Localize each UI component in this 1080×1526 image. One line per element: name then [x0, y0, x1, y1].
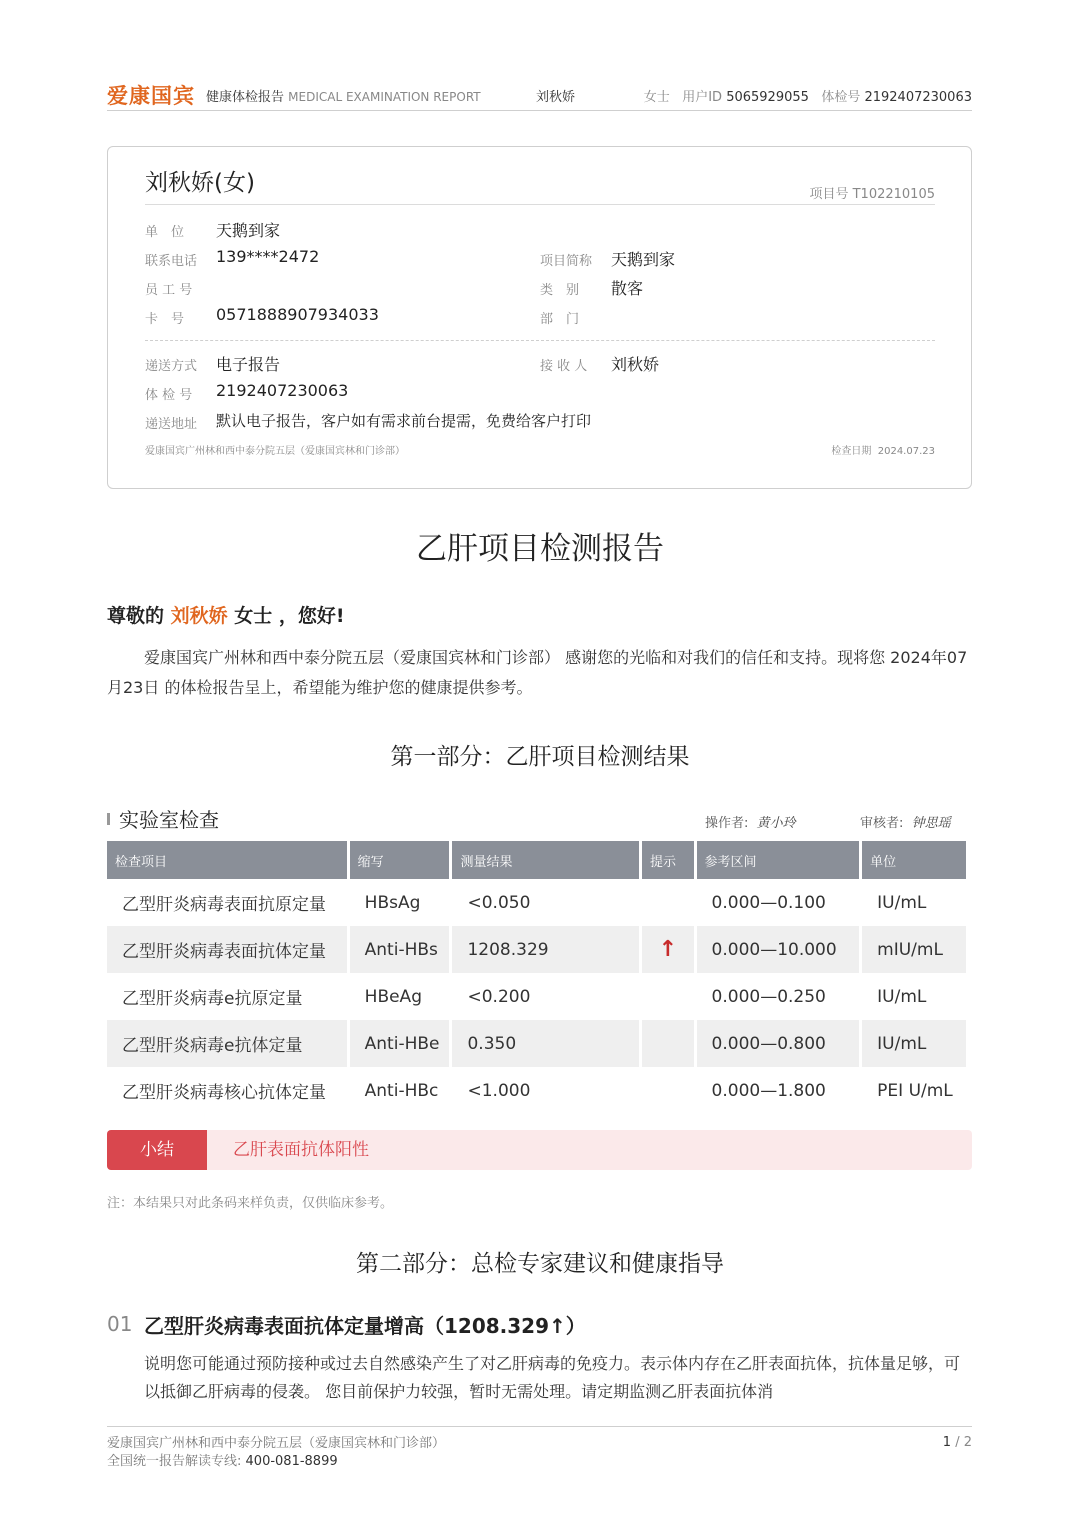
cell-result: <0.200 — [467, 986, 531, 1007]
phone-value: 139****2472 — [216, 247, 320, 266]
reviewer-signature: 钟思瑶 — [911, 816, 951, 831]
address-value: 默认电子报告，客户如有需求前台提需，免费给客户打印 — [216, 412, 592, 430]
header-gender: 女士 — [643, 90, 670, 105]
card-dashed-divider — [145, 340, 935, 341]
advice-number: 01 — [107, 1312, 133, 1336]
operator-label: 操作者: — [705, 816, 749, 831]
footer-divider — [107, 1426, 972, 1427]
card-divider — [145, 204, 935, 205]
report-title-en: MEDICAL EXAMINATION REPORT — [288, 90, 481, 104]
lab-title: 实验室检查 — [119, 808, 219, 832]
address-label: 递送地址 — [145, 417, 198, 432]
greeting — [107, 601, 345, 628]
table-row — [107, 926, 966, 973]
cell-abbr: Anti-HBc — [364, 1080, 439, 1101]
cell-abbr: Anti-HBs — [350, 926, 450, 973]
section2-title: 第二部分：总检专家建议和健康指导 — [356, 1251, 724, 1277]
section1-title: 第一部分：乙肝项目检测结果 — [390, 744, 690, 770]
cell-unit: PEI U/mL — [877, 1080, 953, 1101]
table-row — [107, 879, 966, 926]
date-label: 检查日期 — [831, 446, 872, 457]
card-no-value: 0571888907934033 — [216, 305, 379, 324]
card-no-label: 卡 号 — [145, 312, 185, 327]
col-item: 检查项目 — [107, 841, 347, 879]
patient-name-title: 刘秋娇(女) — [145, 170, 255, 196]
unit-value: 天鹅到家 — [216, 221, 281, 240]
cell-tip — [642, 879, 694, 926]
cell-item: 乙型肝炎病毒e抗体定量 — [107, 1020, 347, 1067]
exam-no-label: 体检号 — [821, 90, 861, 105]
table-header-row — [107, 841, 966, 879]
project-name-label: 项目简称 — [540, 254, 593, 269]
col-tip: 提示 — [642, 841, 694, 879]
employee-label: 员 工 号 — [145, 283, 193, 298]
cell-range: 0.000—0.100 — [711, 892, 826, 913]
cell-unit: mIU/mL — [862, 926, 966, 973]
cell-result: <1.000 — [467, 1080, 531, 1101]
lab-section-heading — [107, 804, 219, 833]
category-value: 散客 — [611, 279, 644, 298]
cell-tip — [642, 1020, 694, 1067]
card-clinic: 爱康国宾广州林和西中泰分院五层（爱康国宾林和门诊部） — [145, 446, 405, 457]
user-id-label: 用户ID — [682, 90, 723, 105]
advice-title: 乙型肝炎病毒表面抗体定量增高（1208.329↑） — [144, 1314, 586, 1338]
summary-label: 小结 — [107, 1130, 207, 1170]
col-unit: 单位 — [862, 841, 966, 879]
intro-paragraph: 爱康国宾广州林和西中泰分院五层（爱康国宾林和门诊部） 感谢您的光临和对我们的信任和支持。现将您 2024年07月23日 的体检报告呈上，希望能为维护您的健康提供参考。 — [107, 648, 968, 697]
report-title-cn: 健康体检报告 — [206, 90, 285, 105]
greeting-name: 刘秋娇 — [170, 605, 228, 627]
greeting-prefix: 尊敬的 — [107, 605, 171, 627]
brand-logo: 爱康国宾 — [107, 84, 195, 108]
cell-unit: IU/mL — [862, 1020, 966, 1067]
footer-hotline — [107, 1450, 338, 1469]
table-row — [107, 1020, 966, 1067]
cell-tip — [642, 1067, 694, 1114]
cell-result: 1208.329 — [452, 926, 639, 973]
cell-result: 0.350 — [452, 1020, 639, 1067]
cell-result: <0.050 — [467, 892, 531, 913]
cell-range: 0.000—0.250 — [711, 986, 826, 1007]
cell-abbr: Anti-HBe — [350, 1020, 450, 1067]
project-number: 项目号 T102210105 — [809, 187, 935, 202]
dept-label: 部 门 — [540, 312, 580, 327]
footer-clinic: 爱康国宾广州林和西中泰分院五层（爱康国宾林和门诊部） — [107, 1436, 446, 1451]
page-current: 1 — [942, 1435, 952, 1450]
header-meta — [644, 86, 972, 105]
report-title — [206, 86, 481, 105]
project-name-value: 天鹅到家 — [611, 250, 676, 269]
cell-unit: IU/mL — [877, 986, 927, 1007]
exam-label: 体 检 号 — [145, 388, 193, 403]
advice-text: 说明您可能通过预防接种或过去自然感染产生了对乙肝病毒的免疫力。表示体内存在乙肝表面抗体，抗体量足够，可以抵御乙肝病毒的侵袭。 您目前保护力较强，暂时无需处理。请定期监测乙肝表面抗体消 — [144, 1354, 961, 1401]
page-indicator: 1 / 2 — [942, 1435, 972, 1450]
date-value: 2024.07.23 — [877, 446, 935, 457]
delivery-value: 电子报告 — [216, 355, 281, 374]
operator-signature: 黄小玲 — [756, 816, 796, 831]
receiver-label: 接 收 人 — [540, 359, 588, 374]
greeting-suffix: 女士 ，您好! — [227, 605, 345, 627]
cell-range: 0.000—1.800 — [711, 1080, 826, 1101]
unit-label: 单 位 — [145, 225, 185, 240]
operator — [705, 812, 796, 831]
header-patient-name: 刘秋娇 — [536, 90, 576, 105]
summary-text: 乙肝表面抗体阳性 — [233, 1140, 369, 1160]
cell-range: 0.000—0.800 — [697, 1020, 860, 1067]
reviewer — [860, 812, 951, 831]
user-id-value: 5065929055 — [726, 90, 809, 105]
cell-abbr: HBsAg — [364, 892, 421, 913]
cell-item: 乙型肝炎病毒表面抗原定量 — [122, 895, 326, 915]
hotline-number: 400-081-8899 — [245, 1454, 338, 1469]
page-total: 2 — [963, 1435, 972, 1450]
arrow-up-icon: ↑ — [642, 926, 694, 973]
reviewer-label: 审核者: — [860, 816, 904, 831]
delivery-label: 递送方式 — [145, 359, 198, 374]
cell-range: 0.000—10.000 — [697, 926, 860, 973]
cell-item: 乙型肝炎病毒核心抗体定量 — [122, 1083, 326, 1103]
heading-bar-icon — [107, 813, 110, 825]
category-label: 类 别 — [540, 283, 580, 298]
main-title: 乙肝项目检测报告 — [416, 531, 664, 567]
lab-results-table — [104, 841, 969, 1114]
exam-no-value: 2192407230063 — [864, 90, 972, 105]
card-date — [831, 442, 935, 457]
col-range: 参考区间 — [697, 841, 860, 879]
hotline-label: 全国统一报告解读专线: — [107, 1454, 242, 1469]
table-row — [107, 1067, 966, 1114]
col-result: 测量结果 — [452, 841, 639, 879]
table-row — [107, 973, 966, 1020]
col-abbr: 缩写 — [350, 841, 450, 879]
cell-item: 乙型肝炎病毒表面抗体定量 — [107, 926, 347, 973]
cell-tip — [642, 973, 694, 1020]
cell-unit: IU/mL — [877, 892, 927, 913]
lab-note: 注：本结果只对此条码来样负责，仅供临床参考。 — [107, 1196, 394, 1211]
phone-label: 联系电话 — [145, 254, 198, 269]
cell-abbr: HBeAg — [364, 986, 422, 1007]
cell-item: 乙型肝炎病毒e抗原定量 — [122, 989, 303, 1009]
receiver-value: 刘秋娇 — [611, 355, 660, 374]
exam-value: 2192407230063 — [216, 381, 349, 400]
